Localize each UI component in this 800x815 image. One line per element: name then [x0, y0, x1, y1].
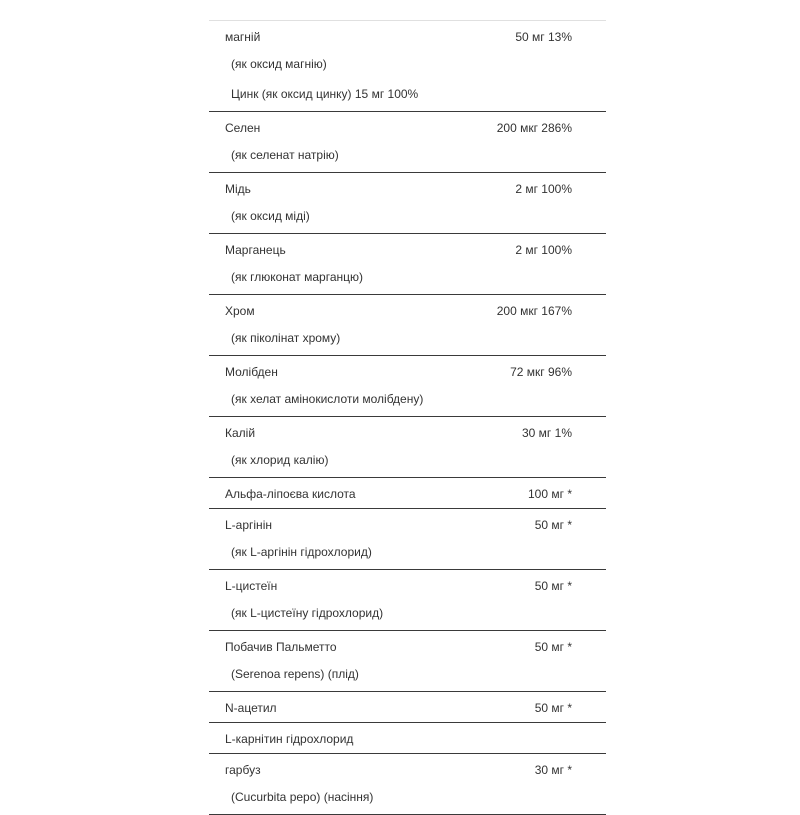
table-row [209, 112, 606, 173]
table-row [209, 509, 606, 570]
ingredient-amount: 100 мг * [528, 487, 572, 501]
ingredient-name: Побачив Пальметто [225, 640, 337, 654]
ingredient-form: (як селенат натрію) [231, 148, 339, 162]
ingredient-amount: 50 мг 13% [515, 30, 572, 44]
ingredient-form: (як хлорид калію) [231, 453, 329, 467]
ingredient-name: L-аргінін [225, 518, 272, 532]
ingredient-amount: 72 мкг 96% [510, 365, 572, 379]
ingredient-form: Цинк (як оксид цинку) 15 мг 100% [231, 87, 419, 101]
table-row [209, 173, 606, 234]
ingredient-name: Калій [225, 426, 256, 440]
ingredient-amount: 50 мг * [534, 579, 572, 593]
nutrition-table [209, 20, 606, 815]
table-row [209, 723, 606, 754]
ingredient-amount: 50 мг * [534, 701, 572, 715]
ingredient-form: (як хелат амінокислоти молібдену) [231, 392, 424, 406]
ingredient-name: гарбуз [225, 763, 261, 777]
ingredient-form: (як глюконат марганцю) [231, 270, 363, 284]
ingredient-form: (Cucurbita pepo) (насіння) [231, 790, 374, 804]
ingredient-amount: 30 мг 1% [522, 426, 572, 440]
table-row [209, 356, 606, 417]
ingredient-amount: 50 мг * [534, 640, 572, 654]
ingredient-form: (як L-цистеїну гідрохлорид) [231, 606, 384, 620]
ingredient-amount: 2 мг 100% [515, 182, 572, 196]
table-row [209, 754, 606, 815]
table-row [209, 631, 606, 692]
table-row [209, 234, 606, 295]
ingredient-amount: 30 мг * [534, 763, 572, 777]
ingredient-name: L-цистеїн [225, 579, 278, 593]
ingredient-amount: 200 мкг 167% [496, 304, 572, 318]
ingredient-name: Молібден [225, 365, 278, 379]
ingredient-name: Селен [225, 121, 261, 135]
ingredient-amount: 50 мг * [534, 518, 572, 532]
table-row [209, 417, 606, 478]
table-row [209, 478, 606, 509]
table-row [209, 692, 606, 723]
ingredient-name: Марганець [225, 243, 286, 257]
table-row [209, 570, 606, 631]
ingredient-amount: 2 мг 100% [515, 243, 572, 257]
ingredient-form: (як оксид магнію) [231, 57, 327, 71]
table-row [209, 21, 606, 112]
table-row [209, 295, 606, 356]
ingredient-form: (як піколінат хрому) [231, 331, 341, 345]
ingredient-name: Альфа-ліпоєва кислота [225, 487, 356, 501]
ingredient-form: (Serenoa repens) (плід) [231, 667, 359, 681]
ingredient-name: магній [225, 30, 261, 44]
ingredient-amount: 200 мкг 286% [496, 121, 572, 135]
ingredient-name: Мідь [225, 182, 251, 196]
ingredient-name: Хром [225, 304, 255, 318]
ingredient-form: (як L-аргінін гідрохлорид) [231, 545, 372, 559]
ingredient-name: N-ацетил [225, 701, 277, 715]
ingredient-name: L-карнітин гідрохлорид [225, 732, 354, 746]
ingredient-form: (як оксид міді) [231, 209, 310, 223]
